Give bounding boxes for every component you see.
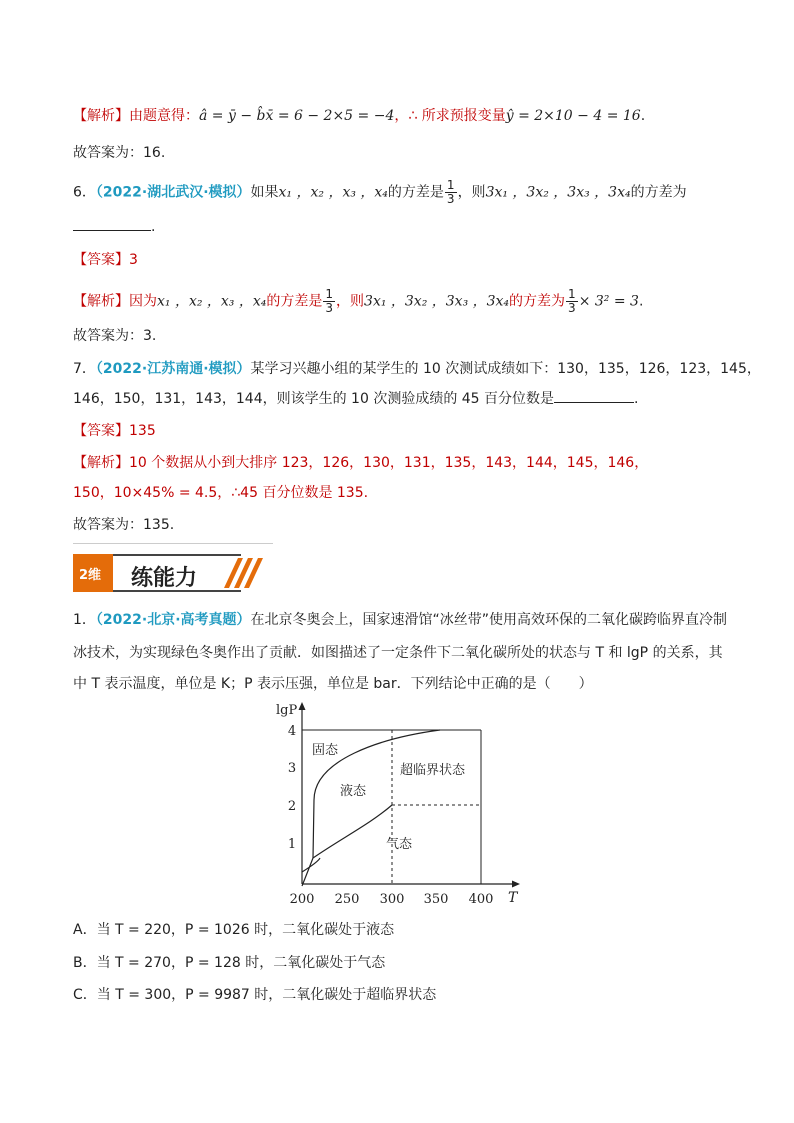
question-source: （2022·北京·高考真题） [95, 612, 251, 628]
section-title-box [113, 554, 241, 592]
fraction: $\frac{1}{3}$ [568, 287, 576, 315]
x-axis-arrow [512, 881, 520, 888]
q5-final: 故答案为：16. [73, 145, 166, 161]
region-label-supercritical: 超临界状态 [400, 763, 466, 778]
y-axis-arrow [299, 702, 306, 710]
q7-stem-1: 7．（2022·江苏南通·模拟）某学习兴趣小组的某学生的 10 次测试成绩如下：130，135，126，123，145， [73, 361, 761, 377]
q7-analysis-2: 150，10×45% = 4.5，∴45 百分位数是 135. [73, 485, 369, 501]
option-a: A．当 T = 220，P = 1026 时，二氧化碳处于液态 [73, 922, 395, 938]
formula: â = ȳ − b̂x̄ = 6 − 2×5 = −4 [199, 108, 395, 124]
x-tick-label: 300 [379, 892, 405, 907]
q6-blank-line: . [73, 216, 155, 238]
answer-blank [554, 388, 634, 403]
boundary-low [302, 858, 313, 886]
q6-stem: 6．（2022·湖北武汉·模拟）如果x₁ ，x₂ ，x₃ ，x₄的方差是 $\frac{1}{3}$ ，则3x₁ ，3x₂ ，3x₃ ，3x₄的方差为 [73, 178, 687, 206]
y-tick-label: 1 [287, 837, 297, 852]
analysis-tag: 【解析】 [73, 293, 129, 310]
q6-final: 故答案为：3. [73, 328, 157, 344]
divider [73, 543, 273, 544]
q6-analysis: 【解析】因为x₁ ，x₂ ，x₃ ，x₄的方差是 $\frac{1}{3}$ ，则3x₁ ，3x₂ ，3x₃ ，3x₄的方差为 $\frac{1}{3}$ × 3² = 3. [73, 287, 644, 315]
formula: ŷ = 2×10 − 4 = 16 [505, 108, 641, 124]
p1-stem-3: 中 T 表示温度，单位是 K；P 表示压强，单位是 bar．下列结论中正确的是（ ） [73, 676, 593, 692]
x-tick-label: 350 [423, 892, 449, 907]
y-axis-label: lgP [276, 703, 298, 718]
y-tick-label: 4 [287, 724, 297, 739]
region-label-gas: 气态 [386, 837, 413, 852]
phase-diagram [270, 700, 530, 910]
analysis-tag: 【解析】 [73, 108, 129, 124]
x-tick-label: 200 [289, 892, 315, 907]
region-label-liquid: 液态 [340, 784, 367, 799]
q6-answer: 【答案】3 [73, 252, 138, 268]
q7-final: 故答案为：135. [73, 517, 175, 533]
q7-answer: 【答案】135 [73, 423, 156, 439]
sublimation-curve [302, 858, 320, 872]
fraction: $\frac{1}{3}$ [446, 178, 455, 206]
x-axis-label: T [508, 890, 518, 906]
section-title: 练能力 [131, 566, 198, 591]
option-b: B．当 T = 270，P = 128 时，二氧化碳处于气态 [73, 955, 386, 971]
q5-analysis-line: 【解析】由题意得：â = ȳ − b̂x̄ = 6 − 2×5 = −4，∴ 所求预报变量ŷ = 2×10 − 4 = 16. [73, 108, 646, 124]
region-label-solid: 固态 [312, 743, 339, 758]
fraction: $\frac{1}{3}$ [325, 287, 334, 315]
y-tick-label: 2 [287, 799, 297, 814]
question-source: （2022·湖北武汉·模拟） [95, 184, 251, 201]
answer-tag: 【答案】 [73, 423, 129, 439]
p1-stem-1: 1．（2022·北京·高考真题）在北京冬奥会上，国家速滑馆“冰丝带”使用高效环保的二氧化碳跨临界直冷制 [73, 612, 728, 628]
q7-stem-2: 146，150，131，143，144，则该学生的 10 次测验成绩的 45 百分位数是 . [73, 388, 639, 410]
y-tick-label: 3 [287, 761, 297, 776]
analysis-tag: 【解析】 [73, 455, 129, 471]
q7-analysis-1: 【解析】10 个数据从小到大排序 123，126，130，131，135，143，144，145，146， [73, 455, 649, 471]
answer-blank [73, 216, 151, 231]
p1-stem-2: 冰技术，为实现绿色冬奥作出了贡献．如图描述了一定条件下二氧化碳所处的状态与 T 和 lgP 的关系，其 [73, 645, 723, 661]
vaporization-curve [313, 805, 392, 858]
section-banner [73, 554, 255, 592]
section-label: 2维 [79, 568, 102, 583]
option-c: C．当 T = 300，P = 9987 时，二氧化碳处于超临界状态 [73, 987, 437, 1003]
x-tick-label: 400 [468, 892, 494, 907]
answer-tag: 【答案】 [73, 252, 129, 268]
question-source: （2022·江苏南通·模拟） [95, 361, 251, 377]
x-tick-label: 250 [334, 892, 360, 907]
